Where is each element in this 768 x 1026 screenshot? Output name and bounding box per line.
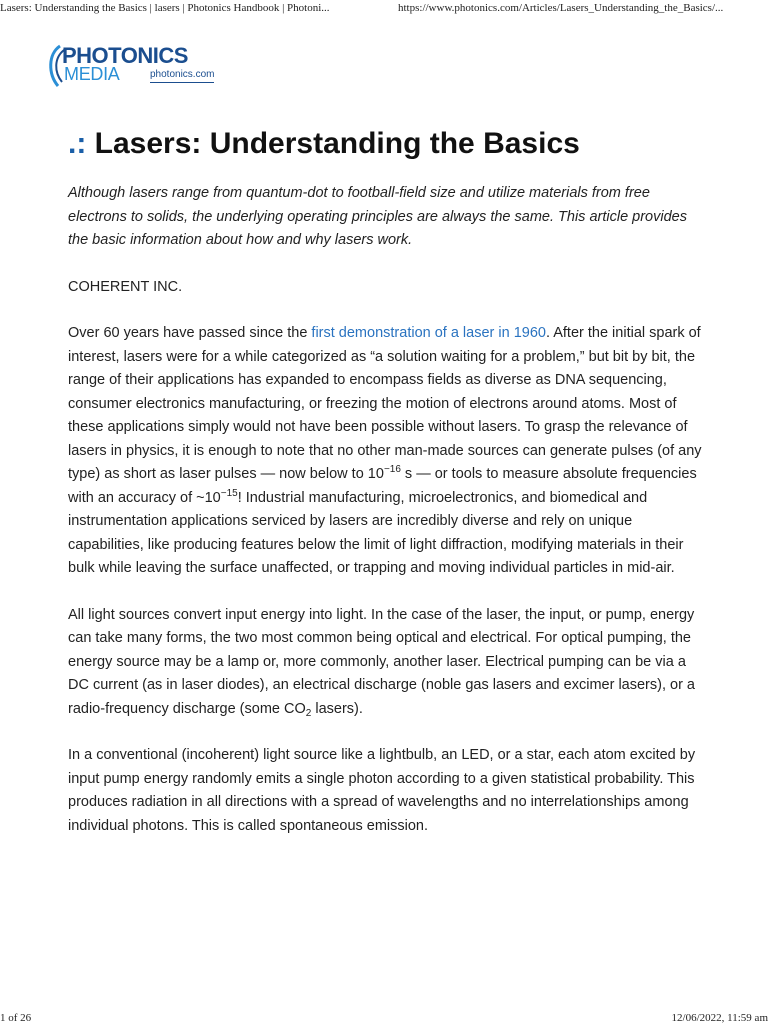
p1-exponent-2: −15 xyxy=(220,487,238,499)
article-body xyxy=(68,182,704,861)
p1-text-start: Over 60 years have passed since the xyxy=(68,325,312,341)
paragraph-3: In a conventional (incoherent) light source like a lightbulb, an LED, or a star, each atom excited by input pump energy randomly emits a single photon according to a given statistical probability. This produces radiation in all directions with a spread of wavelengths and no interrelationships among individual photons. This is called spontaneous emission. xyxy=(68,747,696,834)
print-datetime: 12/06/2022, 11:59 am xyxy=(671,1012,768,1024)
title-prefix: .: xyxy=(68,127,87,160)
p1-text-mid: s — or tools to measure absolute frequencies with an accuracy of ~10 xyxy=(68,466,697,506)
p2-subscript: 2 xyxy=(305,707,312,719)
paragraph-2 xyxy=(68,604,704,722)
print-header xyxy=(0,0,768,16)
photonics-media-logo[interactable] xyxy=(46,44,226,88)
p1-text-end: ! Industrial manufacturing, microelectronics, and biomedical and instrumentation applications serviced by lasers are incredibly diverse and rely on unique capabilities, like producing features below the limit of light diffraction, modifying materials in their bulk while leaving the surface unaffected, or trapping and moving individual particles in mid-air. xyxy=(68,489,684,576)
p2-text-end: lasers). xyxy=(311,700,363,717)
title-text: Lasers: Understanding the Basics xyxy=(94,127,580,160)
print-header-title: Lasers: Understanding the Basics | lasers | Photonics Handbook | Photoni... xyxy=(0,2,330,14)
paragraph-1 xyxy=(68,322,704,581)
p1-exponent-1: −16 xyxy=(383,464,401,475)
article-intro: Although lasers range from quantum-dot to football-field size and utilize materials from free electrons to solids, the underlying operating principles are always the same. This article provides the basic information about how and why lasers work. xyxy=(68,185,687,248)
logo-text-photonics: PHOTONICS xyxy=(62,43,188,68)
logo-text-media: MEDIA xyxy=(64,64,120,84)
first-laser-demonstration-link[interactable]: first demonstration of a laser in 1960 xyxy=(311,325,546,341)
print-page-number: 1 of 26 xyxy=(0,1012,32,1024)
p1-text-middle: . After the initial spark of interest, lasers were for a while categorized as “a solution waiting for a problem,” but bit by bit, the range of their applications has expanded to encompass fields as diverse as DNA sequencing, consumer electronics manufacturing, or freezing the motion of electrons around atoms. Most of these applications simply would not have been possible without lasers. To grasp the relevance of lasers in physics, it is enough to note that no other man-made sources can generate pulses (of any type) as short as laser pulses — now below to 10 xyxy=(68,325,702,482)
article-title xyxy=(68,124,728,164)
p2-text: All light sources convert input energy into light. In the case of the laser, the input, or pump, energy can take many forms, the two most common being optical and electrical. For optical pumping, the energy source may be a lamp or, more commonly, another laser. Electrical pumping can be via a DC current (as in laser diodes), an electrical discharge (noble gas lasers and excimer lasers), or a radio-frequency discharge (some CO xyxy=(68,606,695,717)
article-author: COHERENT INC. xyxy=(68,278,183,295)
print-header-url: https://www.photonics.com/Articles/Lasers_Understanding_the_Basics/... xyxy=(398,2,724,14)
logo-text-site: photonics.com xyxy=(150,68,214,83)
